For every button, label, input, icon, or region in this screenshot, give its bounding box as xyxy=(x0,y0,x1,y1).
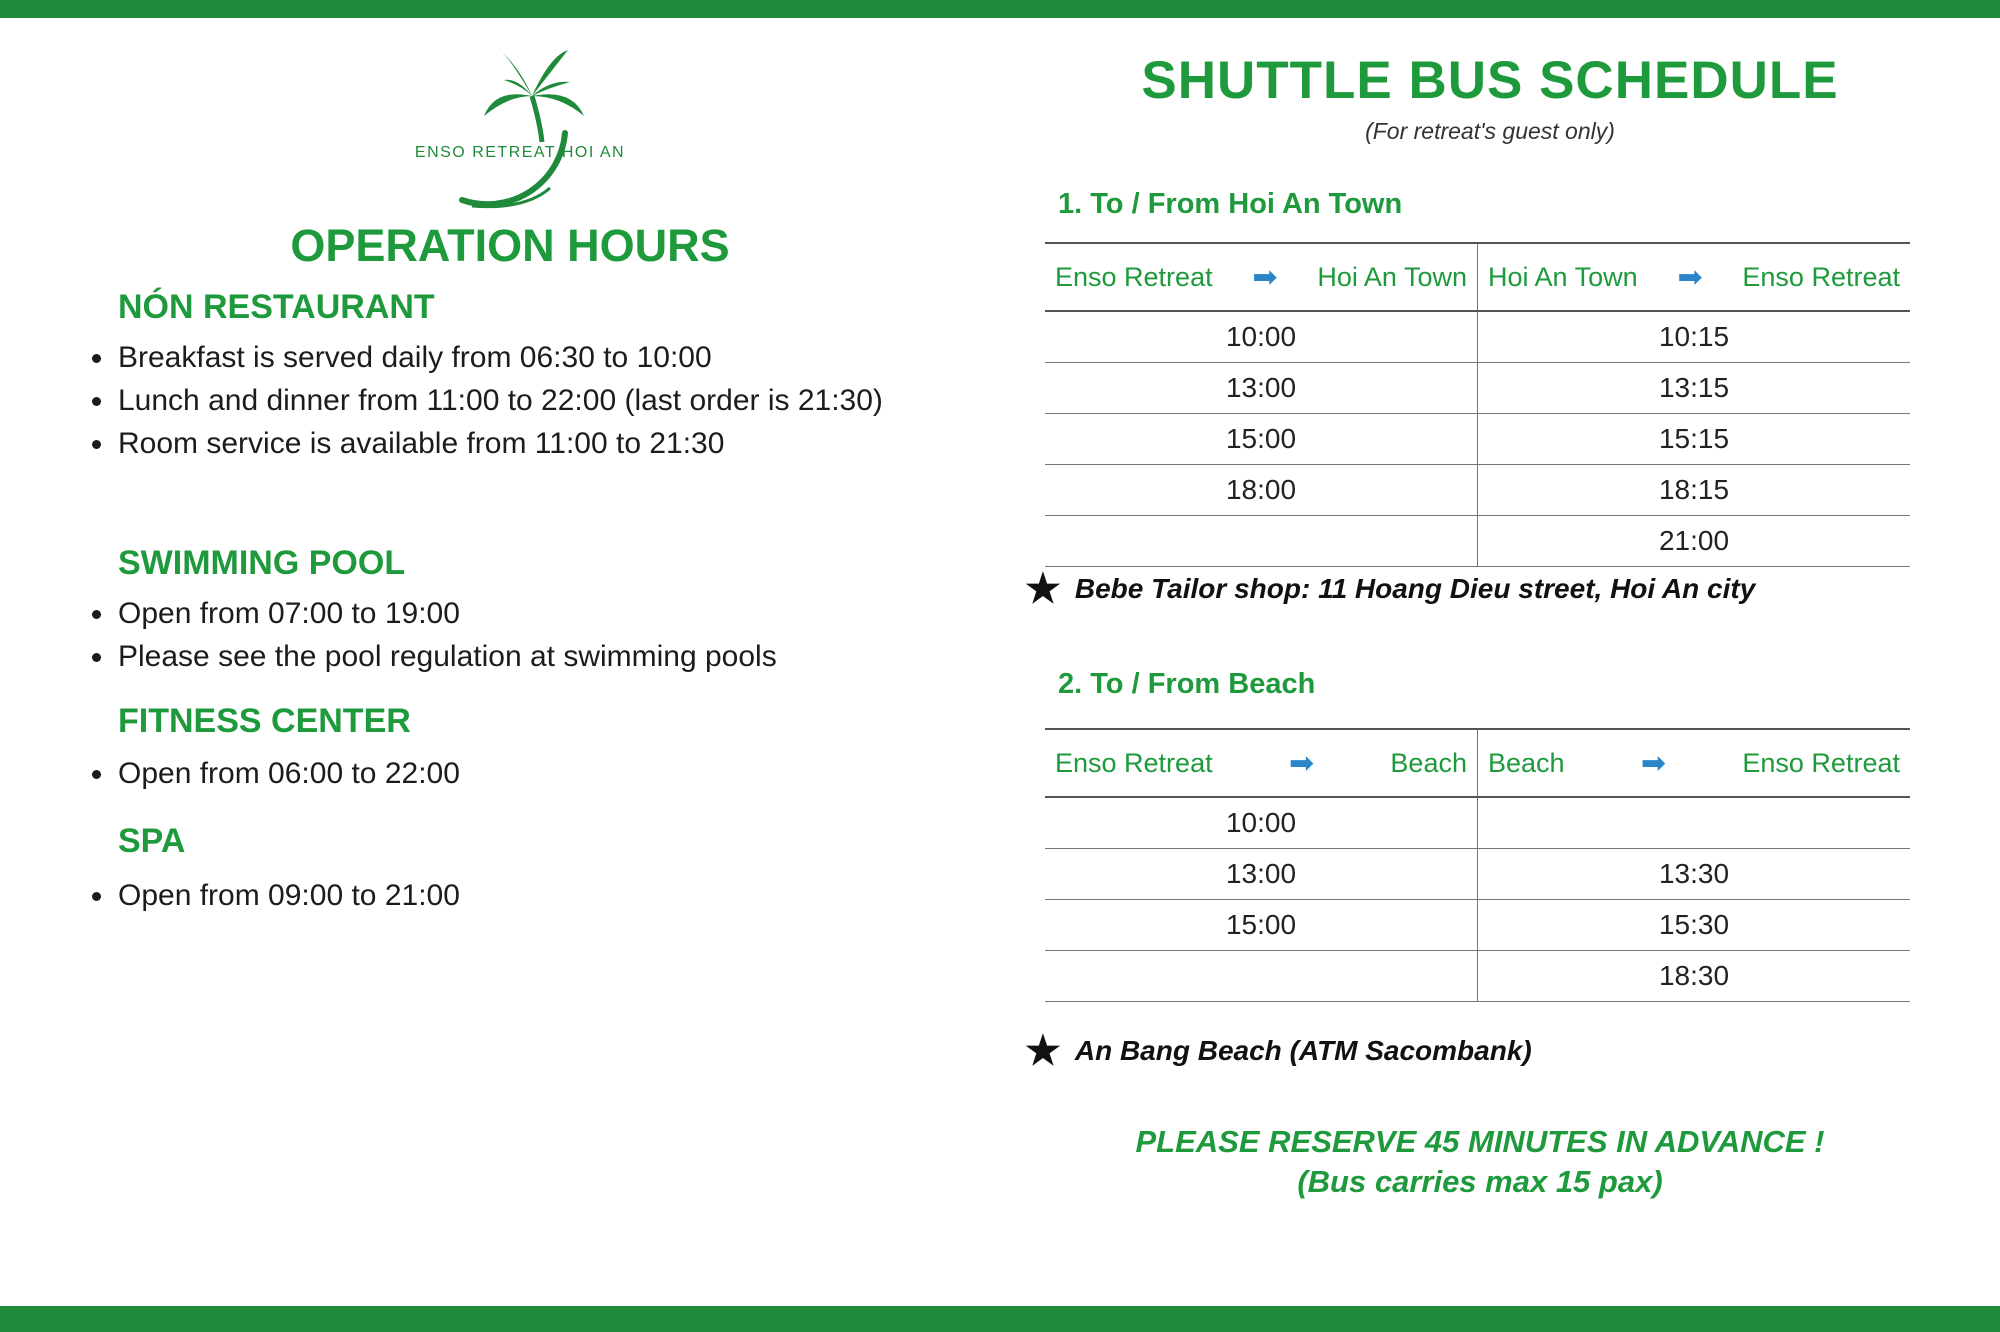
table-cell: 13:00 xyxy=(1045,849,1478,900)
table-cell: 13:00 xyxy=(1045,363,1478,414)
table-cell: 10:00 xyxy=(1045,797,1478,849)
table-cell xyxy=(1045,951,1478,1002)
fitness-title: FITNESS CENTER xyxy=(118,702,411,740)
list-item: Open from 06:00 to 22:00 xyxy=(88,752,888,795)
fitness-list xyxy=(88,752,888,795)
table-cell xyxy=(1478,797,1911,849)
table-row xyxy=(1045,363,1910,414)
star-icon: ★ xyxy=(1025,1029,1061,1073)
header-from: Enso Retreat xyxy=(1055,747,1213,778)
table-row xyxy=(1045,516,1910,567)
beach-schedule-table xyxy=(1045,728,1910,1002)
top-border xyxy=(0,0,2000,18)
restaurant-title: NÓN RESTAURANT xyxy=(118,288,435,326)
table-cell: 15:30 xyxy=(1478,900,1911,951)
restaurant-list xyxy=(88,336,888,465)
header-to: Beach xyxy=(1390,747,1467,778)
town-schedule-table xyxy=(1045,242,1910,567)
table-cell: 10:15 xyxy=(1478,311,1911,363)
table-cell: 13:30 xyxy=(1478,849,1911,900)
arrow-right-icon: ➡ xyxy=(1288,746,1315,780)
spa-list xyxy=(88,874,888,917)
star-icon: ★ xyxy=(1025,567,1061,611)
table-row xyxy=(1045,414,1910,465)
logo-text: ENSO RETREAT HOI AN xyxy=(414,144,626,161)
header-from: Beach xyxy=(1488,747,1565,778)
reserve-notice xyxy=(1040,1122,1920,1202)
note-text: Bebe Tailor shop: 11 Hoang Dieu street, Hoi An city xyxy=(1074,573,1756,604)
reserve-line-1: PLEASE RESERVE 45 MINUTES IN ADVANCE ! xyxy=(1135,1124,1825,1159)
table-row xyxy=(1045,311,1910,363)
table-cell: 10:00 xyxy=(1045,311,1478,363)
table-row xyxy=(1045,900,1910,951)
header-from: Hoi An Town xyxy=(1488,261,1638,292)
table-cell xyxy=(1045,516,1478,567)
logo xyxy=(400,38,640,213)
table-cell: 15:15 xyxy=(1478,414,1911,465)
shuttle-subtitle: (For retreat's guest only) xyxy=(1365,118,1615,144)
arrow-right-icon: ➡ xyxy=(1252,260,1278,294)
pool-title: SWIMMING POOL xyxy=(118,544,406,582)
table-cell: 18:30 xyxy=(1478,951,1911,1002)
town-pickup-note xyxy=(1025,566,1755,612)
arrow-right-icon: ➡ xyxy=(1677,260,1703,294)
header-to: Enso Retreat xyxy=(1742,747,1900,778)
table-row xyxy=(1045,465,1910,516)
table-header xyxy=(1045,243,1478,311)
spa-title: SPA xyxy=(118,822,186,860)
note-text: An Bang Beach (ATM Sacombank) xyxy=(1074,1035,1532,1066)
table-cell: 21:00 xyxy=(1478,516,1911,567)
pool-list xyxy=(88,592,888,678)
header-to: Enso Retreat xyxy=(1742,261,1900,292)
list-item: Open from 09:00 to 21:00 xyxy=(88,874,888,917)
table-cell: 13:15 xyxy=(1478,363,1911,414)
list-item: Please see the pool regulation at swimming pools xyxy=(88,635,888,678)
table-header xyxy=(1478,243,1911,311)
header-to: Hoi An Town xyxy=(1317,261,1467,292)
arrow-right-icon: ➡ xyxy=(1640,746,1667,780)
header-from: Enso Retreat xyxy=(1055,261,1213,292)
palm-tree-icon xyxy=(400,38,640,213)
route-town-title: 1. To / From Hoi An Town xyxy=(1058,188,1403,220)
shuttle-title: SHUTTLE BUS SCHEDULE xyxy=(1141,51,1839,110)
bottom-border xyxy=(0,1306,2000,1332)
table-row xyxy=(1045,849,1910,900)
list-item: Room service is available from 11:00 to 21:30 xyxy=(88,422,888,465)
list-item: Breakfast is served daily from 06:30 to 10:00 xyxy=(88,336,888,379)
table-cell: 18:15 xyxy=(1478,465,1911,516)
beach-pickup-note xyxy=(1025,1028,1532,1074)
table-row xyxy=(1045,797,1910,849)
table-cell: 18:00 xyxy=(1045,465,1478,516)
route-beach-title: 2. To / From Beach xyxy=(1058,668,1316,700)
table-cell: 15:00 xyxy=(1045,900,1478,951)
table-header xyxy=(1045,729,1478,797)
list-item: Lunch and dinner from 11:00 to 22:00 (last order is 21:30) xyxy=(88,379,918,422)
list-item: Open from 07:00 to 19:00 xyxy=(88,592,888,635)
operation-hours-title: OPERATION HOURS xyxy=(290,220,730,271)
table-header xyxy=(1478,729,1911,797)
reserve-line-2: (Bus carries max 15 pax) xyxy=(1297,1164,1663,1199)
table-row xyxy=(1045,951,1910,1002)
table-cell: 15:00 xyxy=(1045,414,1478,465)
